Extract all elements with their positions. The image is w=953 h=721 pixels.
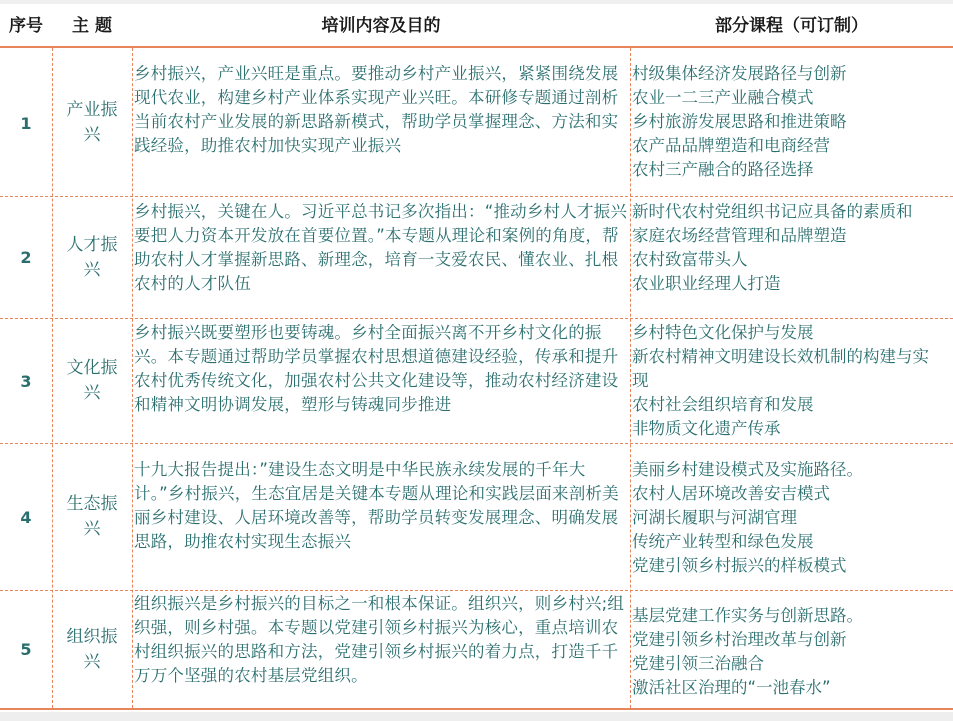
row-topic [52, 444, 132, 590]
row-index: 4 [20, 507, 32, 527]
row-topic [52, 50, 132, 196]
row-topic [52, 197, 132, 318]
row-index: 1 [20, 113, 32, 133]
row-divider [0, 443, 953, 444]
row-divider [0, 590, 953, 591]
row-courses [632, 458, 950, 590]
row-topic-text: 生态振兴 [66, 494, 118, 539]
row-divider [0, 318, 953, 319]
column-divider [630, 48, 631, 708]
header-content: 培训内容及目的 [321, 16, 441, 36]
header-topic: 主 题 [72, 16, 112, 36]
course-item: 新农村精神文明建设长效机制的构建与实现 [632, 347, 929, 390]
course-item: 传统产业转型和绿色发展 [632, 532, 814, 551]
course-item: 美丽乡村建设模式及实施路径。 [632, 460, 863, 479]
course-item: 新时代农村党组织书记应具备的素质和 [632, 202, 913, 221]
course-item: 河湖长履职与河湖官理 [632, 508, 797, 527]
row-topic-text: 人才振兴 [66, 234, 118, 280]
course-item: 农村三产融合的路径选择 [632, 160, 814, 179]
course-item: 农业职业经理人打造 [632, 274, 781, 293]
course-item: 乡村特色文化保护与发展 [632, 323, 814, 342]
course-item: 党建引领乡村振兴的样板模式 [632, 556, 847, 575]
top-rule [0, 0, 953, 4]
row-topic [52, 591, 132, 708]
row-topic-text: 组织振兴 [66, 626, 118, 672]
course-item: 基层党建工作实务与创新思路。 [632, 606, 863, 625]
course-item: 农村致富带头人 [632, 250, 748, 269]
course-item: 乡村旅游发展思路和推进策略 [632, 112, 847, 131]
row-content: 十九大报告提出：”建设生态文明是中华民族永续发展的千年大计。”乡村振兴，生态宜居是关键本专题从理论和实践层面来剖析美丽乡村建设、人居环境改善等，帮助学员转变发展理念、明确发展思路，助推农村实现生态振兴 [134, 460, 619, 551]
row-index: 3 [20, 371, 32, 391]
row-divider [0, 196, 953, 197]
bottom-rule [0, 708, 953, 710]
header-divider [0, 46, 953, 48]
header-courses: 部分课程（可订制） [715, 16, 868, 36]
row-content: 乡村振兴，关键在人。习近平总书记多次指出：“推动乡村人才振兴要把人力资本开发放在首要位置。”本专题从理论和案例的角度，帮助农村人才掌握新思路、新理念，培育一支爱农民、懂农业、扎根农村的人才队伍 [134, 202, 628, 293]
row-topic-text: 文化振兴 [66, 358, 118, 403]
column-divider [132, 48, 133, 708]
bottom-shade [0, 712, 953, 721]
course-item: 家庭农场经营管理和品牌塑造 [632, 226, 847, 245]
row-courses [632, 604, 950, 708]
row-index: 5 [20, 640, 32, 659]
course-item: 村级集体经济发展路径与创新 [632, 64, 847, 83]
row-content: 乡村振兴既要塑形也要铸魂。乡村全面振兴离不开乡村文化的振兴。本专题通过帮助学员掌握农村思想道德建设经验，传承和提升农村优秀传统文化，加强农村公共文化建设等，推动农村经济建设和精神文明协调发展，塑形与铸魂同步推进 [134, 323, 619, 414]
header-index: 序号 [9, 16, 43, 36]
row-courses [632, 200, 936, 318]
row-content: 乡村振兴，产业兴旺是重点。要推动乡村产业振兴，紧紧围绕发展现代农业，构建乡村产业体系实现产业兴旺。本研修专题通过剖析当前农村产业发展的新思路新模式，帮助学员掌握理念、方法和实践经验，助推农村加快实现产业振兴 [134, 64, 619, 155]
course-item: 农村社会组织培育和发展 [632, 395, 814, 414]
course-item: 农产品品牌塑造和电商经营 [632, 136, 830, 155]
course-item: 农业一二三产业融合模式 [632, 88, 814, 107]
course-item: 农村人居环境改善安吉模式 [632, 484, 830, 503]
course-item: 非物质文化遗产传承 [632, 419, 781, 438]
course-item: 激活社区治理的“一池春水” [632, 678, 831, 697]
row-content: 组织振兴是乡村振兴的目标之一和根本保证。组织兴，则乡村兴;组织强，则乡村强。本专题以党建引领乡村振兴为核心，重点培训农村组织振兴的思路和方法，党建引领乡村振兴的着力点，打造千千万万个坚强的农村基层党组织。 [134, 594, 625, 685]
course-item: 党建引领乡村治理改革与创新 [632, 630, 847, 649]
row-index: 2 [20, 248, 32, 267]
row-courses [632, 321, 936, 443]
row-courses [632, 62, 950, 194]
course-item: 党建引领三治融合 [632, 654, 764, 673]
row-topic [52, 319, 132, 443]
row-topic-text: 产业振兴 [66, 100, 118, 145]
